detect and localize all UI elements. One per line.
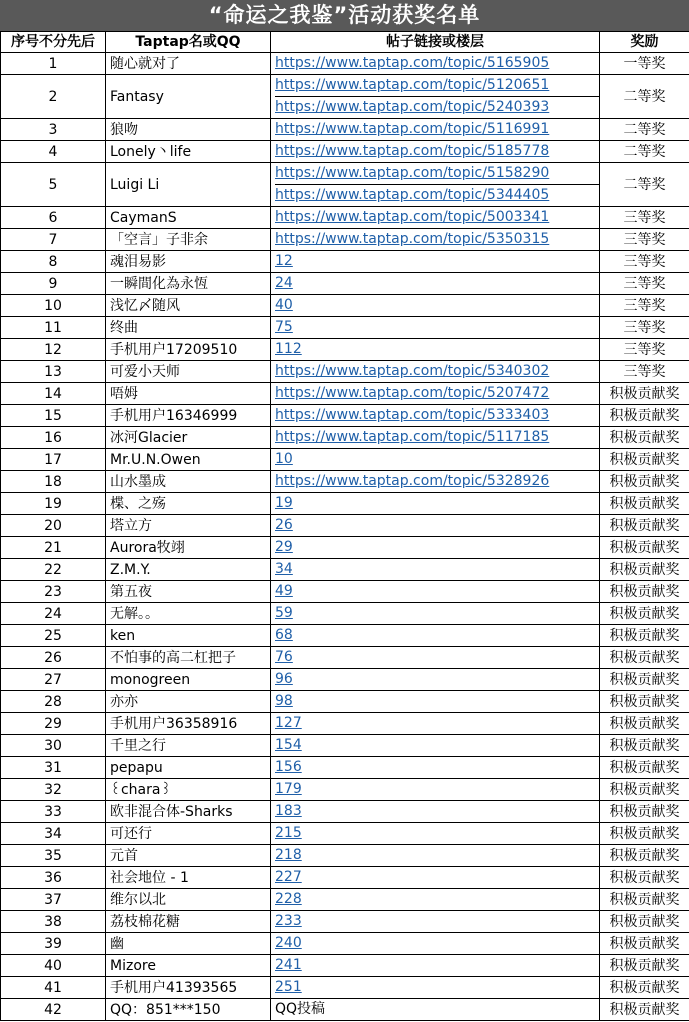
- row-seq: 8: [1, 251, 106, 273]
- row-links: [271, 75, 600, 119]
- table-row: [1, 449, 689, 471]
- row-links: [271, 53, 600, 75]
- row-award: 三等奖: [600, 361, 689, 383]
- row-award: 积极贡献奖: [600, 581, 689, 603]
- row-links: [271, 603, 600, 625]
- row-links: [271, 691, 600, 713]
- row-seq: 15: [1, 405, 106, 427]
- table-row: [1, 955, 689, 977]
- row-name: 不怕事的高二杠把子: [106, 647, 271, 669]
- row-award: 二等奖: [600, 75, 689, 119]
- post-link[interactable]: 218: [275, 847, 302, 863]
- row-seq: 6: [1, 207, 106, 229]
- row-seq: 19: [1, 493, 106, 515]
- row-links: [271, 977, 600, 999]
- row-seq: 41: [1, 977, 106, 999]
- row-award: 积极贡献奖: [600, 955, 689, 977]
- row-seq: 24: [1, 603, 106, 625]
- row-links: [271, 713, 600, 735]
- row-award: 二等奖: [600, 119, 689, 141]
- row-seq: 3: [1, 119, 106, 141]
- row-seq: 32: [1, 779, 106, 801]
- row-name: 第五夜: [106, 581, 271, 603]
- table-row: [1, 999, 689, 1021]
- row-award: 积极贡献奖: [600, 779, 689, 801]
- post-link[interactable]: 10: [275, 451, 293, 467]
- post-link[interactable]: 154: [275, 737, 302, 753]
- post-link[interactable]: 228: [275, 891, 302, 907]
- row-name: 千里之行: [106, 735, 271, 757]
- row-name: CaymanS: [106, 207, 271, 229]
- row-seq: 10: [1, 295, 106, 317]
- post-link[interactable]: https://www.taptap.com/topic/5158290: [275, 165, 550, 181]
- row-name: 社会地位 - 1: [106, 867, 271, 889]
- row-seq: 35: [1, 845, 106, 867]
- table-row: [1, 471, 689, 493]
- table-row: [1, 867, 689, 889]
- row-award: 积极贡献奖: [600, 735, 689, 757]
- table-row: [1, 273, 689, 295]
- post-link[interactable]: https://www.taptap.com/topic/5240393: [275, 96, 599, 118]
- row-name: 亦亦: [106, 691, 271, 713]
- row-links: [271, 625, 600, 647]
- row-award: 积极贡献奖: [600, 405, 689, 427]
- row-award: 一等奖: [600, 53, 689, 75]
- post-link[interactable]: 179: [275, 781, 302, 797]
- table-row: [1, 801, 689, 823]
- row-award: 积极贡献奖: [600, 889, 689, 911]
- post-link[interactable]: 26: [275, 517, 293, 533]
- row-award: 积极贡献奖: [600, 559, 689, 581]
- row-links: [271, 559, 600, 581]
- row-name: Z.M.Y.: [106, 559, 271, 581]
- row-award: 三等奖: [600, 273, 689, 295]
- table-row: [1, 603, 689, 625]
- table-row: [1, 229, 689, 251]
- post-link[interactable]: https://www.taptap.com/topic/5185778: [275, 143, 550, 159]
- row-name: Aurora牧翊: [106, 537, 271, 559]
- row-name: pepapu: [106, 757, 271, 779]
- row-award: 积极贡献奖: [600, 625, 689, 647]
- table-row: [1, 119, 689, 141]
- row-seq: 21: [1, 537, 106, 559]
- row-seq: 30: [1, 735, 106, 757]
- post-link[interactable]: 59: [275, 605, 293, 621]
- post-link[interactable]: https://www.taptap.com/topic/5120651: [275, 77, 550, 93]
- post-link[interactable]: 233: [275, 913, 302, 929]
- table-row: [1, 669, 689, 691]
- table-row: [1, 383, 689, 405]
- header-seq: 序号不分先后: [1, 32, 106, 53]
- row-award: 积极贡献奖: [600, 471, 689, 493]
- row-links: [271, 955, 600, 977]
- table-row: [1, 317, 689, 339]
- row-award: 积极贡献奖: [600, 911, 689, 933]
- row-name: 冰河Glacier: [106, 427, 271, 449]
- row-award: 积极贡献奖: [600, 691, 689, 713]
- row-name: ꒰chara꒱: [106, 779, 271, 801]
- post-link[interactable]: https://www.taptap.com/topic/5117185: [275, 429, 550, 445]
- table-row: [1, 625, 689, 647]
- row-seq: 27: [1, 669, 106, 691]
- table-row: [1, 933, 689, 955]
- row-links: [271, 207, 600, 229]
- row-name: 手机用户36358916: [106, 713, 271, 735]
- post-link[interactable]: 68: [275, 627, 293, 643]
- row-seq: 31: [1, 757, 106, 779]
- row-award: 积极贡献奖: [600, 823, 689, 845]
- row-award: 二等奖: [600, 163, 689, 207]
- row-award: 三等奖: [600, 317, 689, 339]
- row-name: Mr.U.N.Owen: [106, 449, 271, 471]
- row-award: 积极贡献奖: [600, 669, 689, 691]
- row-seq: 40: [1, 955, 106, 977]
- row-name: 可还行: [106, 823, 271, 845]
- post-link[interactable]: https://www.taptap.com/topic/5116991: [275, 121, 550, 137]
- row-links: [271, 999, 600, 1021]
- post-link[interactable]: https://www.taptap.com/topic/5328926: [275, 473, 550, 489]
- row-name: 塔立方: [106, 515, 271, 537]
- post-link[interactable]: 96: [275, 671, 293, 687]
- row-links: [271, 119, 600, 141]
- row-links: [271, 801, 600, 823]
- table-row: [1, 295, 689, 317]
- row-links: [271, 383, 600, 405]
- row-seq: 11: [1, 317, 106, 339]
- post-link[interactable]: 40: [275, 297, 293, 313]
- row-award: 三等奖: [600, 339, 689, 361]
- row-name: 无解。。: [106, 603, 271, 625]
- row-seq: 17: [1, 449, 106, 471]
- row-seq: 12: [1, 339, 106, 361]
- row-seq: 28: [1, 691, 106, 713]
- post-link[interactable]: 12: [275, 253, 293, 269]
- page-title: “命运之我鉴”活动获奖名单: [0, 0, 689, 31]
- post-link[interactable]: https://www.taptap.com/topic/5344405: [275, 184, 599, 206]
- row-seq: 14: [1, 383, 106, 405]
- table-row: [1, 559, 689, 581]
- row-links: [271, 295, 600, 317]
- row-seq: 18: [1, 471, 106, 493]
- row-award: 三等奖: [600, 229, 689, 251]
- post-link[interactable]: https://www.taptap.com/topic/5003341: [275, 209, 550, 225]
- header-link: 帖子链接或楼层: [271, 32, 600, 53]
- row-links: [271, 911, 600, 933]
- row-name: 唔姆: [106, 383, 271, 405]
- row-links: [271, 669, 600, 691]
- table-row: [1, 53, 689, 75]
- row-links: [271, 867, 600, 889]
- row-seq: 4: [1, 141, 106, 163]
- row-award: 积极贡献奖: [600, 493, 689, 515]
- row-name: Fantasy: [106, 75, 271, 119]
- table-row: [1, 691, 689, 713]
- table-row: [1, 339, 689, 361]
- row-name: Mizore: [106, 955, 271, 977]
- row-seq: 2: [1, 75, 106, 119]
- table-row: [1, 977, 689, 999]
- row-seq: 26: [1, 647, 106, 669]
- row-seq: 33: [1, 801, 106, 823]
- row-seq: 36: [1, 867, 106, 889]
- row-award: 积极贡献奖: [600, 603, 689, 625]
- row-name: 手机用户16346999: [106, 405, 271, 427]
- row-name: 可爱小天师: [106, 361, 271, 383]
- row-links: [271, 933, 600, 955]
- row-name: 荔枝棉花糖: [106, 911, 271, 933]
- row-name: 随心就对了: [106, 53, 271, 75]
- row-links: [271, 317, 600, 339]
- table-row: [1, 779, 689, 801]
- row-links: [271, 361, 600, 383]
- table-row: [1, 537, 689, 559]
- table-row: [1, 911, 689, 933]
- row-award: 积极贡献奖: [600, 757, 689, 779]
- row-name: Luigi Li: [106, 163, 271, 207]
- row-award: 积极贡献奖: [600, 427, 689, 449]
- row-award: 积极贡献奖: [600, 449, 689, 471]
- post-link[interactable]: https://www.taptap.com/topic/5340302: [275, 363, 550, 379]
- row-award: 三等奖: [600, 295, 689, 317]
- row-name: 维尔以北: [106, 889, 271, 911]
- table-row: [1, 757, 689, 779]
- row-name: 欧非混合体-Sharks: [106, 801, 271, 823]
- row-seq: 9: [1, 273, 106, 295]
- row-name: 手机用户41393565: [106, 977, 271, 999]
- row-award: 二等奖: [600, 141, 689, 163]
- row-award: 积极贡献奖: [600, 977, 689, 999]
- row-links: [271, 581, 600, 603]
- row-name: 魂泪易影: [106, 251, 271, 273]
- table-row: [1, 823, 689, 845]
- post-link[interactable]: 76: [275, 649, 293, 665]
- row-links: [271, 251, 600, 273]
- post-link[interactable]: 29: [275, 539, 293, 555]
- post-link[interactable]: 227: [275, 869, 302, 885]
- row-award: 积极贡献奖: [600, 537, 689, 559]
- table-row: [1, 75, 689, 119]
- row-links: [271, 141, 600, 163]
- post-link[interactable]: 215: [275, 825, 302, 841]
- post-note: QQ投稿: [275, 1001, 326, 1017]
- table-row: [1, 361, 689, 383]
- post-link[interactable]: 156: [275, 759, 302, 775]
- post-link[interactable]: 98: [275, 693, 293, 709]
- row-links: [271, 845, 600, 867]
- row-links: [271, 779, 600, 801]
- row-seq: 23: [1, 581, 106, 603]
- table-row: [1, 889, 689, 911]
- row-name: Lonely丶life: [106, 141, 271, 163]
- row-seq: 29: [1, 713, 106, 735]
- row-name: 手机用户17209510: [106, 339, 271, 361]
- winners-table: [0, 31, 689, 1021]
- row-name: monogreen: [106, 669, 271, 691]
- row-name: 狼吻: [106, 119, 271, 141]
- row-seq: 5: [1, 163, 106, 207]
- row-links: [271, 229, 600, 251]
- table-row: [1, 515, 689, 537]
- table-row: [1, 493, 689, 515]
- row-seq: 13: [1, 361, 106, 383]
- post-link[interactable]: 241: [275, 957, 302, 973]
- table-row: [1, 427, 689, 449]
- row-links: [271, 889, 600, 911]
- table-header-row: [1, 32, 689, 53]
- row-award: 积极贡献奖: [600, 713, 689, 735]
- post-link[interactable]: https://www.taptap.com/topic/5350315: [275, 231, 550, 247]
- table-row: [1, 845, 689, 867]
- row-links: [271, 273, 600, 295]
- row-seq: 38: [1, 911, 106, 933]
- row-links: [271, 647, 600, 669]
- row-award: 积极贡献奖: [600, 999, 689, 1021]
- post-link[interactable]: 49: [275, 583, 293, 599]
- row-name: 浅忆〆随风: [106, 295, 271, 317]
- header-award: 奖励: [600, 32, 689, 53]
- row-links: [271, 471, 600, 493]
- row-links: [271, 405, 600, 427]
- row-links: [271, 163, 600, 207]
- header-name: Taptap名或QQ: [106, 32, 271, 53]
- row-links: [271, 427, 600, 449]
- table-row: [1, 141, 689, 163]
- table-row: [1, 405, 689, 427]
- row-award: 积极贡献奖: [600, 867, 689, 889]
- row-seq: 7: [1, 229, 106, 251]
- row-name: 终曲: [106, 317, 271, 339]
- table-row: [1, 163, 689, 207]
- post-link[interactable]: 75: [275, 319, 293, 335]
- row-links: [271, 493, 600, 515]
- post-link[interactable]: 240: [275, 935, 302, 951]
- row-name: ken: [106, 625, 271, 647]
- table-body: [1, 53, 689, 1021]
- row-award: 积极贡献奖: [600, 515, 689, 537]
- row-name: QQ：851***150: [106, 999, 271, 1021]
- table-row: [1, 647, 689, 669]
- post-link[interactable]: 127: [275, 715, 302, 731]
- row-seq: 16: [1, 427, 106, 449]
- row-seq: 20: [1, 515, 106, 537]
- row-award: 积极贡献奖: [600, 801, 689, 823]
- row-links: [271, 757, 600, 779]
- table-row: [1, 713, 689, 735]
- row-name: 山水墨成: [106, 471, 271, 493]
- row-seq: 42: [1, 999, 106, 1021]
- row-award: 三等奖: [600, 251, 689, 273]
- row-award: 积极贡献奖: [600, 383, 689, 405]
- post-link[interactable]: https://www.taptap.com/topic/5165905: [275, 55, 550, 71]
- row-name: 幽: [106, 933, 271, 955]
- row-award: 积极贡献奖: [600, 933, 689, 955]
- row-award: 积极贡献奖: [600, 845, 689, 867]
- row-links: [271, 449, 600, 471]
- post-link[interactable]: https://www.taptap.com/topic/5333403: [275, 407, 550, 423]
- row-seq: 37: [1, 889, 106, 911]
- row-seq: 34: [1, 823, 106, 845]
- row-links: [271, 339, 600, 361]
- row-links: [271, 537, 600, 559]
- post-link[interactable]: 34: [275, 561, 293, 577]
- post-link[interactable]: 19: [275, 495, 293, 511]
- row-links: [271, 735, 600, 757]
- row-name: 「空言」子非余: [106, 229, 271, 251]
- row-links: [271, 515, 600, 537]
- row-name: 元首: [106, 845, 271, 867]
- row-seq: 25: [1, 625, 106, 647]
- row-seq: 1: [1, 53, 106, 75]
- table-row: [1, 251, 689, 273]
- row-award: 三等奖: [600, 207, 689, 229]
- row-links: [271, 823, 600, 845]
- post-link[interactable]: 112: [275, 341, 302, 357]
- row-name: 楪、之殇: [106, 493, 271, 515]
- post-link[interactable]: 251: [275, 979, 302, 995]
- table-row: [1, 207, 689, 229]
- row-name: 一瞬間化為永恆: [106, 273, 271, 295]
- post-link[interactable]: 183: [275, 803, 302, 819]
- post-link[interactable]: 24: [275, 275, 293, 291]
- row-seq: 22: [1, 559, 106, 581]
- table-row: [1, 581, 689, 603]
- post-link[interactable]: https://www.taptap.com/topic/5207472: [275, 385, 550, 401]
- table-row: [1, 735, 689, 757]
- row-seq: 39: [1, 933, 106, 955]
- row-award: 积极贡献奖: [600, 647, 689, 669]
